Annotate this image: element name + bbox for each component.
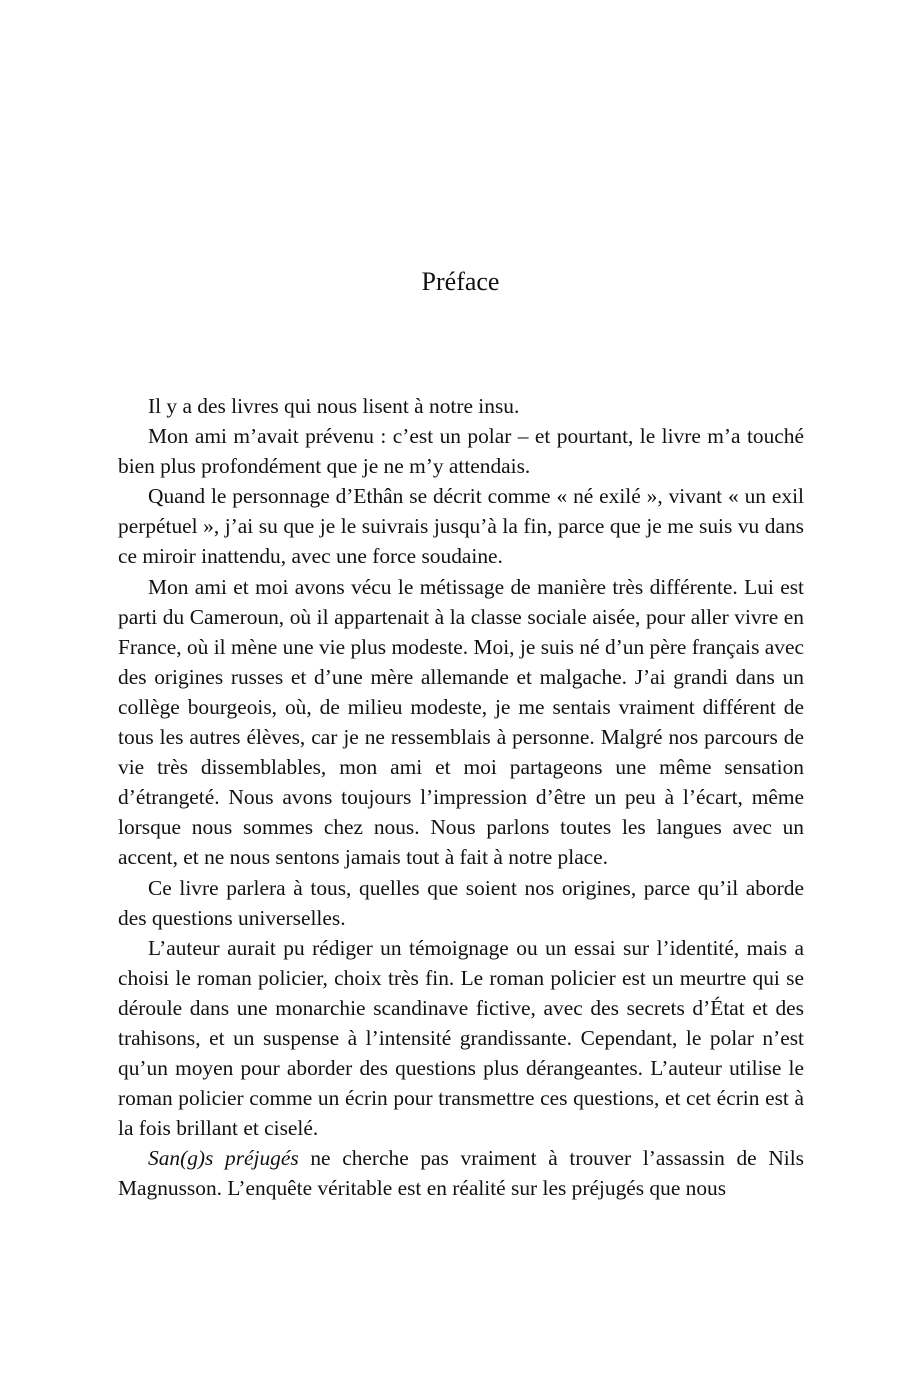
paragraph: Ce livre parlera à tous, quelles que soient nos origines, parce qu’il aborde des questions universelles. xyxy=(118,875,804,930)
book-title: San(g)s préjugés xyxy=(148,1146,299,1171)
paragraph-last xyxy=(118,1143,804,1203)
paragraph: L’auteur aurait pu rédiger un témoignage ou un essai sur l’identité, mais a choisi le roman policier, choix très fin. Le roman policier est un meurtre qui se déroule dans une monarchie scandinave fictive, avec des secrets d’État et des trahisons, et un suspense à l’intensité grandissante. Cependant, le polar n’est qu’un moyen pour aborder des questions plus dérangeantes. L’auteur utilise le roman policier comme un écrin pour transmettre ces questions, et cet écrin est à la fois brillant et ciselé. xyxy=(118,935,804,1141)
paragraph: Quand le personnage d’Ethân se décrit comme « né exilé », vivant « un exil perpétuel », j’ai su que je le suivrais jusqu’à la fin, parce que je me suis vu dans ce miroir inattendu, avec une force soudaine. xyxy=(118,484,804,569)
paragraph: Mon ami et moi avons vécu le métissage de manière très différente. Lui est parti du Cameroun, où il appartenait à la classe sociale aisée, pour aller vivre en France, où il mène une vie plus modeste. Moi, je suis né d’un père français avec des origines russes et d’une mère allemande et malgache. J’ai grandi dans un collège bourgeois, où, de milieu modeste, je me sentais vraiment différent de tous les autres élèves, car je ne ressemblais à personne. Malgré nos parcours de vie très dissemblables, mon ami et moi partageons une même sensation d’étrangeté. Nous avons toujours l’impression d’être un peu à l’écart, même lorsque nous sommes chez nous. Nous parlons toutes les langues avec un accent, et ne nous sentons jamais tout à fait à notre place. xyxy=(118,574,804,870)
body-text xyxy=(118,391,804,1204)
paragraph: Il y a des livres qui nous lisent à notre insu. xyxy=(148,394,520,418)
paragraph-last-text: ne cherche pas vraiment à trouver l’assassin de Nils Magnusson. L’enquête véritable est en réalité sur les préjugés que nous xyxy=(118,1146,804,1201)
paragraph: Mon ami m’avait prévenu : c’est un polar – et pourtant, le livre m’a touché bien plus profondément que je ne m’y attendais. xyxy=(118,424,804,479)
page-title: Préface xyxy=(421,267,500,296)
